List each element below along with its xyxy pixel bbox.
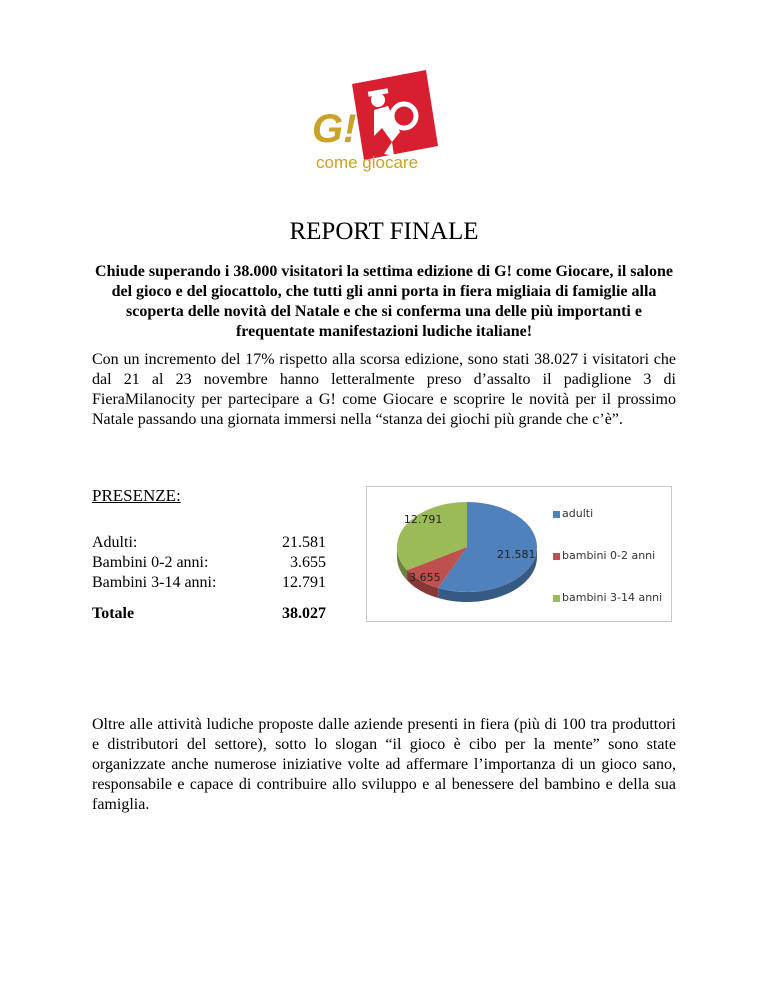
pie-data-label: 12.791 [403,513,443,527]
presenze-pie-chart [366,486,672,622]
legend-swatch [553,553,560,560]
legend-item [553,507,593,520]
legend-label: adulti [562,507,594,520]
logo-tagline: come giocare [316,153,419,172]
legend-label: bambini 3-14 anni [562,591,663,604]
legend-label: bambini 0-2 anni [562,549,656,562]
presenze-row-label: Adulti: [92,534,138,551]
logo-mark: G! [312,107,357,151]
presenze-total-label: Totale [92,605,135,622]
logo-red-square [352,70,438,160]
logo [308,70,468,174]
legend-swatch [553,595,560,602]
closing-paragraph: Oltre alle attività ludiche proposte dalle aziende presenti in fiera (più di 100 tra produttori e distributori del settore), sotto lo slogan “il gioco è cibo per la mente” sono state organizzate anche numerose iniziative volte ad affermare l’importanza di un gioco sano, responsabile e capace di contribuire allo sviluppo e al benessere del bambino e della sua famiglia. [92,716,676,813]
logo-graphic [308,70,468,174]
legend-item [553,591,662,604]
pie-data-label: 21.581 [497,547,536,561]
presenze-row-label: Bambini 3-14 anni: [92,574,217,591]
presenze-total-value: 38.027 [282,605,326,622]
intro-paragraph: Con un incremento del 17% rispetto alla scorsa edizione, sono stati 38.027 i visitatori che dal 21 al 23 novembre hanno letteralmente preso d’assalto il padiglione 3 di FieraMilanocity per partecipare a G! come Giocare e scoprire le novità per il prossimo Natale passando una giornata immersi nella “stanza dei giochi più grande che c’è”. [92,351,676,428]
presenze-row-value: 3.655 [290,554,326,571]
presenze-heading: PRESENZE: [92,486,181,505]
legend-item [553,549,655,562]
presenze-row-label: Bambini 0-2 anni: [92,554,209,571]
pie-data-label: 3.655 [409,570,441,584]
legend-swatch [553,511,560,518]
lead-paragraph: Chiude superando i 38.000 visitatori la settima edizione di G! come Giocare, il salone del gioco e del giocattolo, che tutti gli anni porta in fiera migliaia di famiglie alla scoperta delle novità del Natale e che si conferma una delle più importanti e frequentate manifestazioni ludiche italiane! [95,263,673,340]
presenze-row-value: 21.581 [282,534,326,551]
presenze-row-value: 12.791 [282,574,326,591]
page-title: REPORT FINALE [289,218,479,245]
